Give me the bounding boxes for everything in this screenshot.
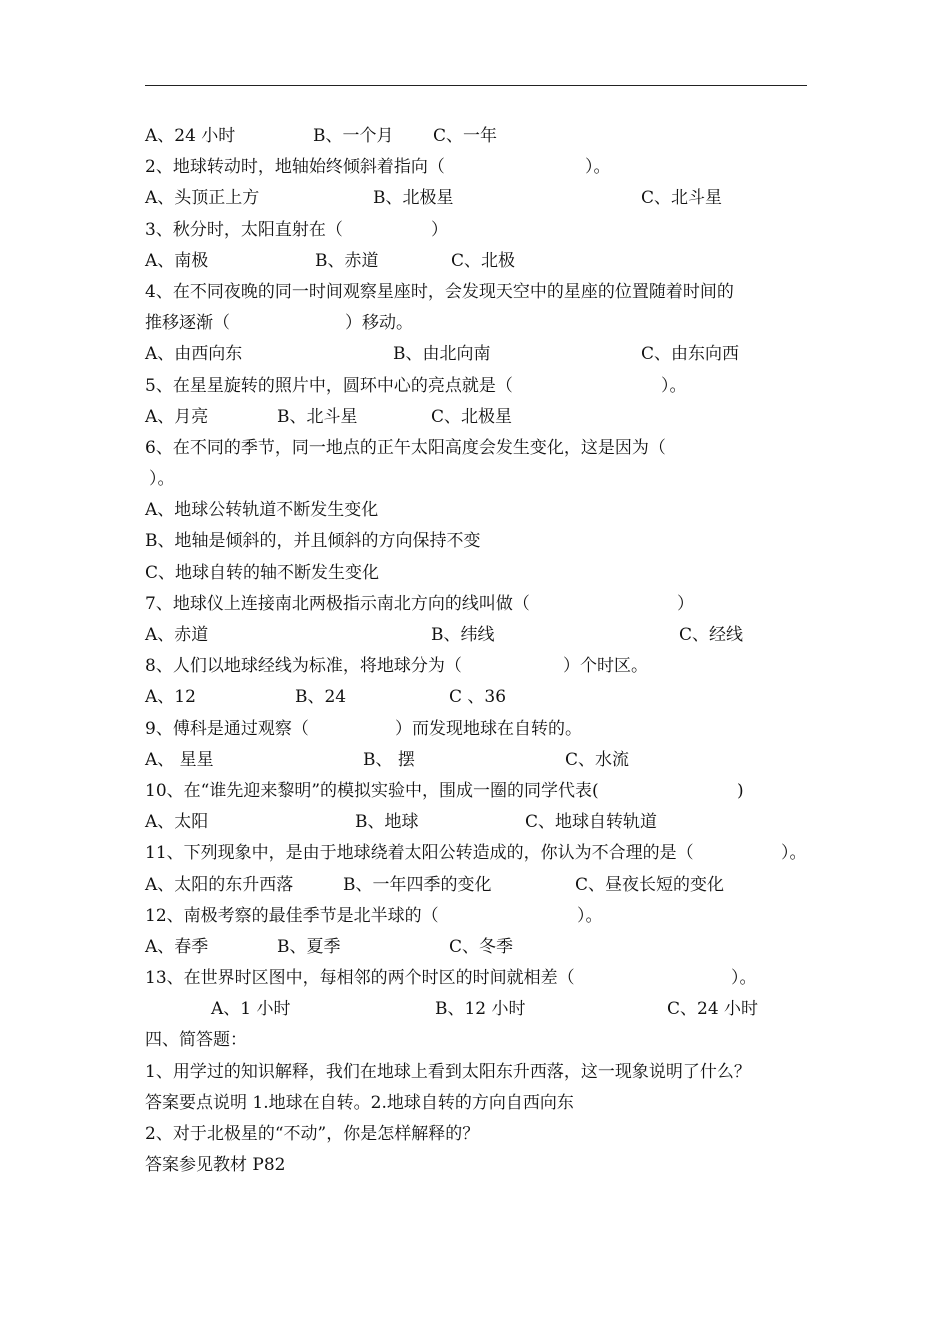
text-segment: 6、在不同的季节，同一地点的正午太阳高度会发生变化，这是因为（ [145,437,666,458]
text-line [145,371,810,402]
text-segment: C、昼夜长短的变化 [575,874,725,895]
text-segment: ）。 [731,968,757,989]
text-segment: C、一年 [433,126,498,146]
text-segment: ）。 [149,469,175,490]
text-segment: 4、在不同夜晚的同一时间观察星座时，会发现天空中的星座的位置随着时间的 [145,281,734,302]
text-segment: C、北极星 [431,406,513,427]
text-segment: A、由西向东 [145,344,243,365]
text-segment: ) [737,780,744,801]
text-line [145,620,810,651]
text-segment: A、春季 [145,936,209,957]
text-line [145,838,810,869]
text-segment: A、12 [145,687,196,708]
text-segment: B、纬线 [431,625,495,645]
text-segment: 2、对于北极星的“不动”，你是怎样解释的？ [145,1124,480,1144]
text-segment: ）。 [585,157,611,178]
text-segment: 9、傅科是通过观察（ [145,718,309,739]
text-segment: A、1 小时 [211,999,291,1020]
text-segment: 11、下列现象中，是由于地球绕着太阳公转造成的，你认为不合理的是（ [145,843,694,864]
text-segment: ） [677,593,694,614]
text-segment: A、赤道 [145,625,209,645]
text-segment: 7、地球仪上连接南北两极指示南北方向的线叫做（ [145,593,530,614]
header-rule [145,85,807,86]
text-segment: A、南极 [145,250,209,271]
text-segment: ）而发现地球在自转的。 [395,718,582,739]
text-line [145,682,810,713]
text-line [145,1150,810,1181]
text-segment: B、地轴是倾斜的，并且倾斜的方向保持不变 [145,531,481,552]
text-segment: 10、在“谁先迎来黎明”的模拟实验中，围成一圈的同学代表( [145,780,599,801]
text-segment: 3、秋分时，太阳直射在（ [145,219,343,240]
text-segment: C、地球自转的轴不断发生变化 [145,562,380,583]
text-segment: 12、南极考察的最佳季节是北半球的（ [145,905,439,926]
text-line [145,183,810,214]
text-line [145,745,810,776]
text-segment: 13、在世界时区图中，每相邻的两个时区的时间就相差（ [145,968,575,989]
text-segment: B、一个月 [313,126,394,146]
text-segment: C、北极 [451,250,516,271]
text-line [145,464,810,495]
text-segment: A、太阳的东升西落 [145,874,294,895]
text-segment: A、太阳 [145,812,209,833]
text-line [145,932,810,963]
text-segment: B、北斗星 [277,406,358,427]
text-line [145,651,810,682]
text-segment: C、经线 [679,625,744,645]
text-segment: B、 摆 [363,749,415,770]
text-line [145,994,810,1025]
text-line [145,589,810,620]
text-segment: 答案要点说明 1.地球在自转。2.地球自转的方向自西向东 [145,1092,574,1113]
text-segment: 2、地球转动时，地轴始终倾斜着指向（ [145,157,445,178]
text-segment: ）。 [577,905,603,926]
text-segment: B、12 小时 [435,999,526,1020]
text-line [145,152,810,183]
text-line [145,402,810,433]
text-line [145,495,810,526]
text-segment: ） [431,219,448,240]
text-segment: B、24 [295,687,347,708]
text-segment: ）移动。 [345,313,413,334]
text-line [145,901,810,932]
text-line [145,558,810,589]
text-segment: C、24 小时 [667,999,759,1020]
document-body [145,121,810,1181]
text-segment: C、地球自转轨道 [525,812,658,833]
text-line [145,870,810,901]
text-line [145,1088,810,1119]
text-segment: B、北极星 [373,188,454,209]
text-line [145,807,810,838]
text-line [145,1057,810,1088]
text-segment: A、24 小时 [145,126,236,146]
text-segment: C、北斗星 [641,188,723,209]
text-line [145,1025,810,1056]
text-line [145,339,810,370]
text-line [145,1119,810,1150]
text-line [145,215,810,246]
text-segment: C、水流 [565,749,630,770]
text-segment: B、一年四季的变化 [343,874,492,895]
text-segment: 8、人们以地球经线为标准，将地球分为（ [145,656,462,677]
text-line [145,526,810,557]
text-segment: A、 星星 [145,749,214,770]
text-segment: A、地球公转轨道不断发生变化 [145,500,379,521]
text-segment: C、冬季 [449,936,514,957]
text-line [145,246,810,277]
text-line [145,277,810,308]
text-segment: B、赤道 [315,250,379,271]
text-segment: ）。 [781,843,807,864]
text-segment: 1、用学过的知识解释，我们在地球上看到太阳东升西落，这一现象说明了什么？ [145,1061,751,1082]
text-segment: ）。 [661,375,687,396]
text-line [145,308,810,339]
text-segment: ）个时区。 [563,656,648,677]
text-segment: C 、36 [449,687,507,708]
text-line [145,121,810,152]
text-segment: B、地球 [355,812,419,833]
text-segment: 推移逐渐（ [145,313,230,334]
text-segment: A、月亮 [145,406,209,427]
text-line [145,714,810,745]
text-line [145,433,810,464]
text-segment: 四、简答题： [145,1030,247,1051]
text-line [145,776,810,807]
text-segment: 答案参见教材 P82 [145,1155,286,1176]
text-segment: B、由北向南 [393,344,491,365]
text-segment: A、头顶正上方 [145,188,260,209]
text-line [145,963,810,994]
text-segment: 5、在星星旋转的照片中，圆环中心的亮点就是（ [145,375,513,396]
text-segment: C、由东向西 [641,344,740,365]
text-segment: B、夏季 [277,936,341,957]
